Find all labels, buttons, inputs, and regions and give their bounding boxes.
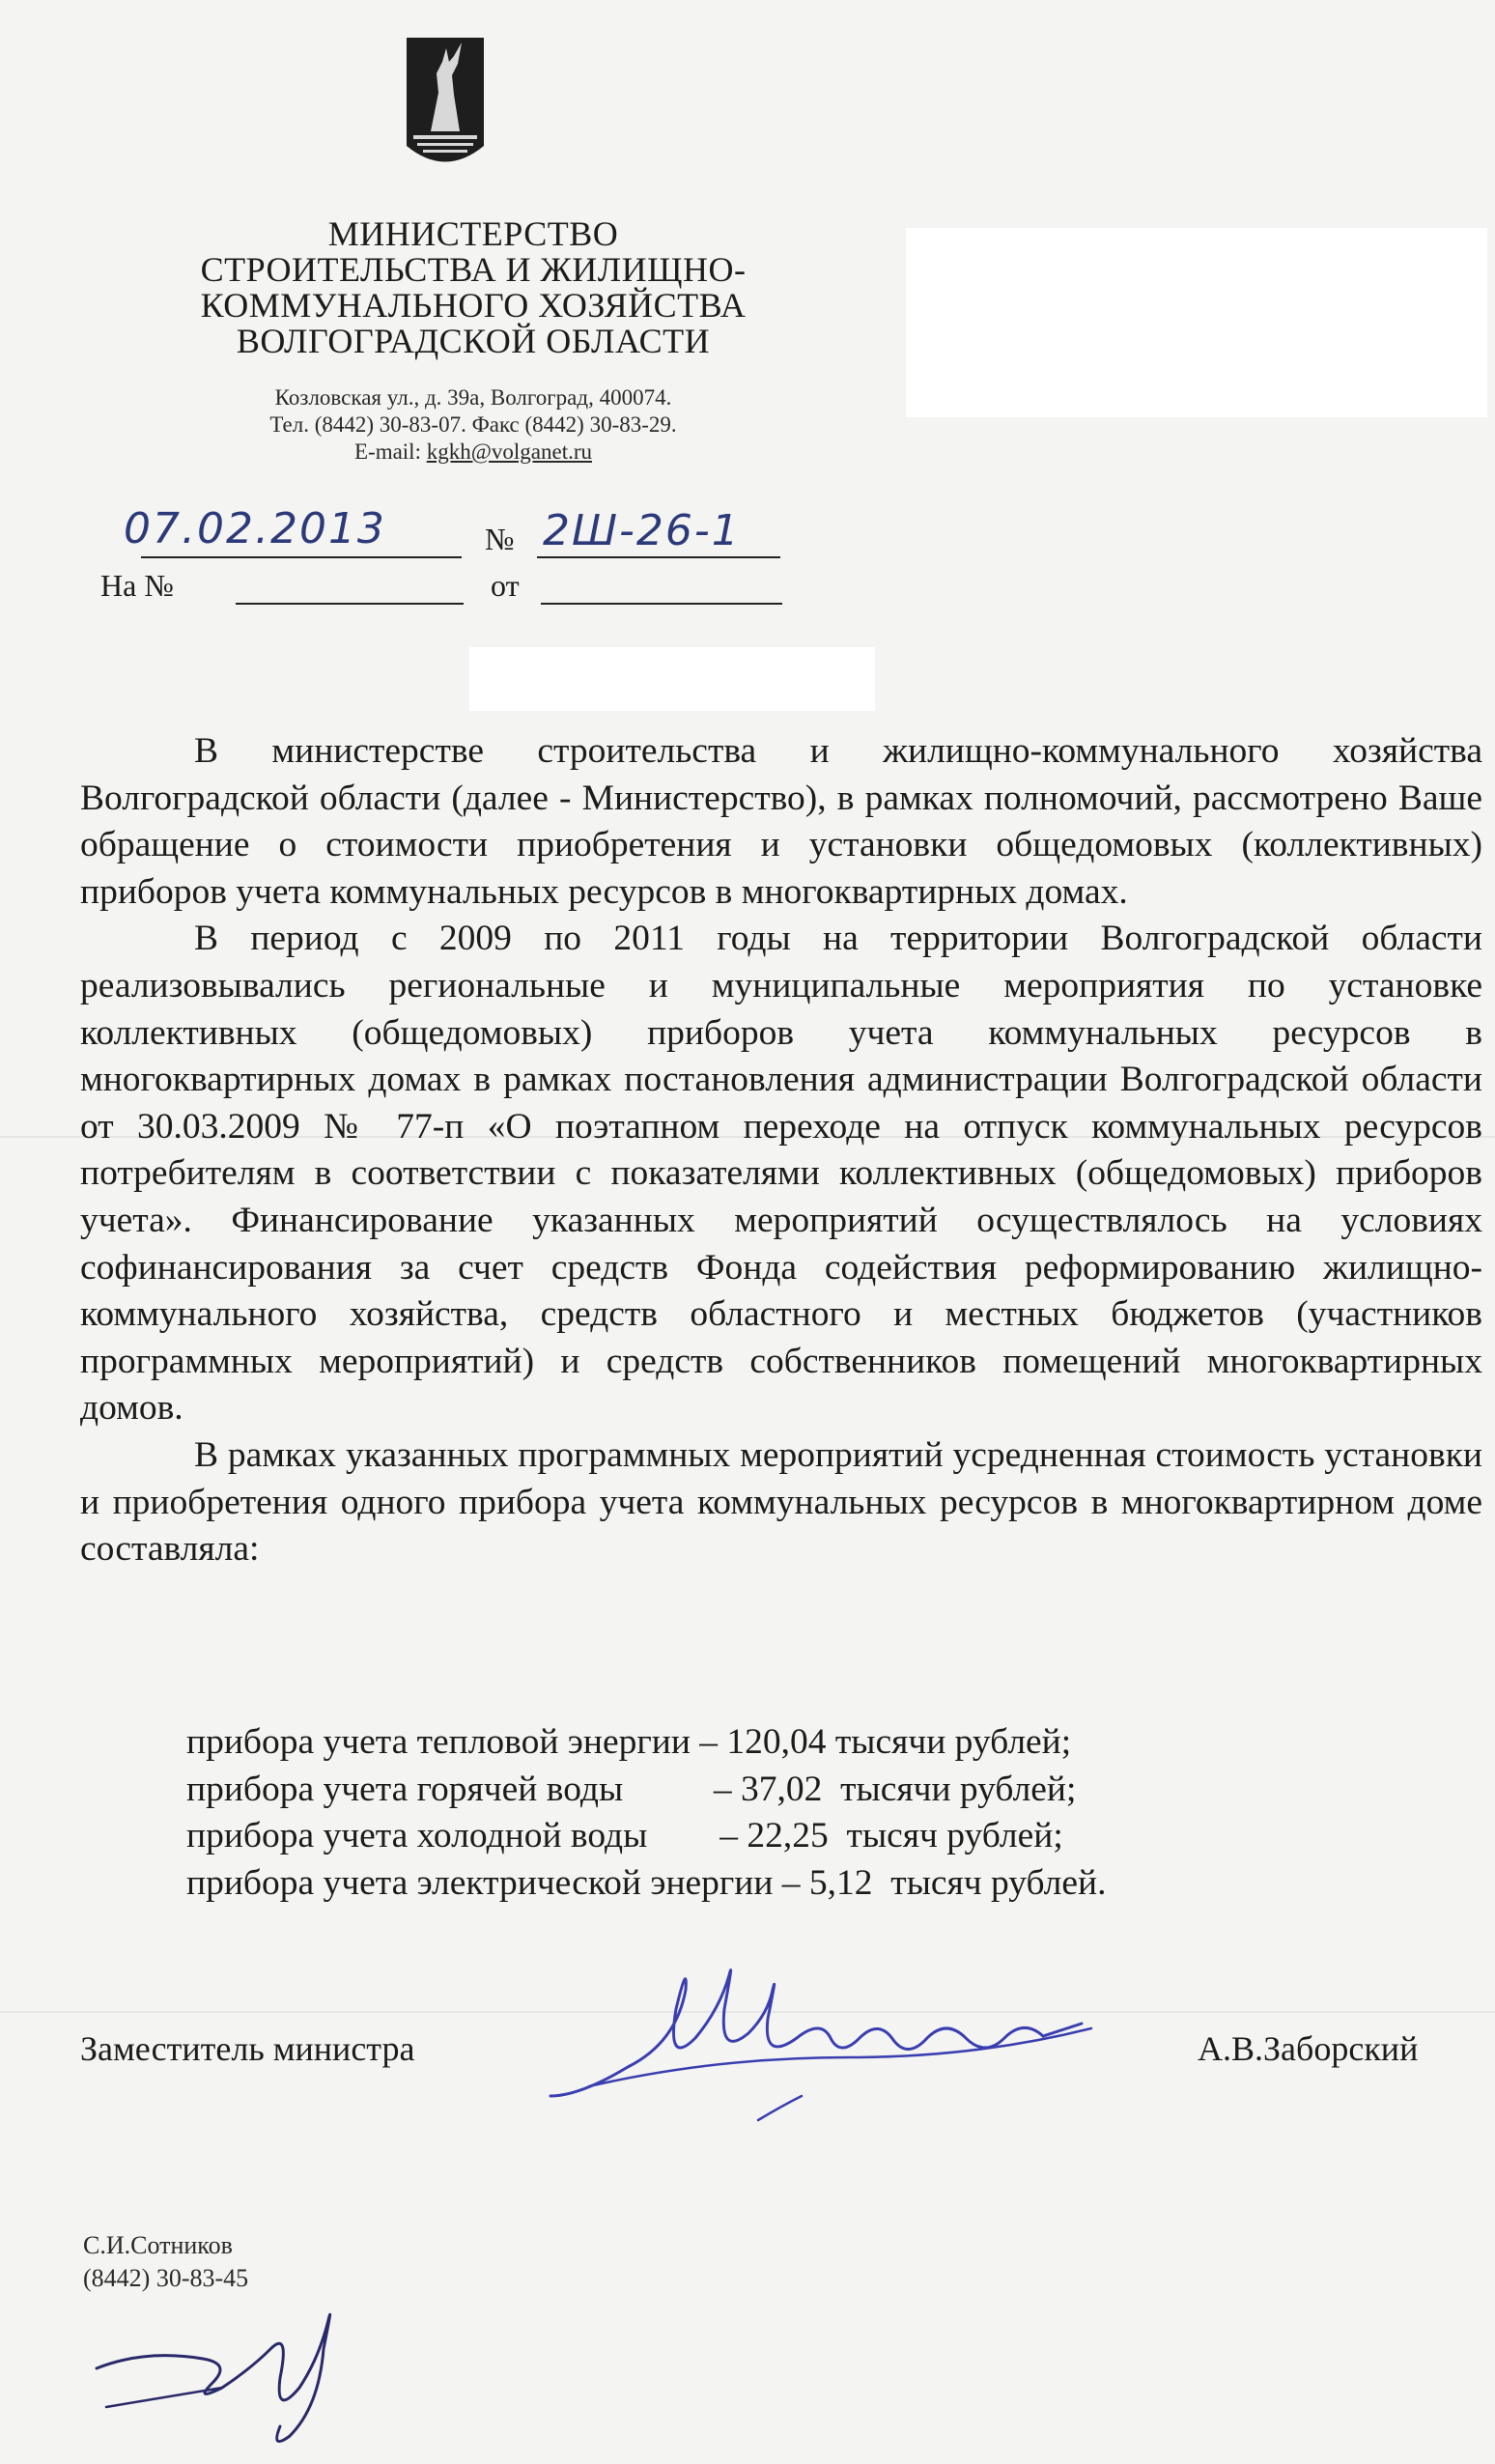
- redacted-recipient: [906, 228, 1487, 417]
- ministry-line: ВОЛГОГРАДСКОЙ ОБЛАСТИ: [236, 322, 711, 360]
- signatory-name: А.В.Заборский: [1198, 2029, 1419, 2068]
- handwritten-date: 07.02.2013: [124, 504, 386, 553]
- cost-item: прибора учета тепловой энергии – 120,04 тысячи рублей;: [186, 1722, 1072, 1762]
- executor-phone: (8442) 30-83-45: [83, 2264, 249, 2292]
- email-link[interactable]: kgkh@volganet.ru: [426, 439, 593, 464]
- phone-line: Тел. (8442) 30-83-07. Факс (8442) 30-83-29.: [269, 412, 677, 437]
- cost-item: прибора учета электрической энергии – 5,12 тысяч рублей.: [186, 1862, 1107, 1903]
- redacted-addressee: [469, 647, 875, 711]
- volgograd-emblem-icon: [404, 35, 487, 180]
- handwritten-signature: [541, 1951, 1120, 2135]
- number-label: №: [485, 522, 515, 556]
- paragraph: В период с 2009 по 2011 годы на территории Волгоградской области реализовывались региональные и муниципальные мероприятия по установке коллективных (общедомовых) приборов учета коммунальных ресурсов в многоквартирных домах в рамках постановления администрации Волгоградской области от 30.03.2009 № 77-п «О поэтапном переходе на отпуск коммунальных ресурсов потребителям в соответствии с показателями коллективных (общедомовых) приборов учета». Финансирование указанных мероприятий осуществлялось на условиях софинансирования за счет средств Фонда содействия реформированию жилищно-коммунального хозяйства, средств областного и местных бюджетов (участников программных мероприятий) и средств собственников помещений многоквартирных домов.: [80, 919, 1482, 1429]
- ref-line: [236, 603, 464, 605]
- ministry-line: КОММУНАЛЬНОГО ХОЗЯЙСТВА: [200, 286, 747, 325]
- executor-block: [83, 2229, 248, 2295]
- handwritten-number: 2Ш-26-1: [543, 506, 741, 555]
- ministry-line: СТРОИТЕЛЬСТВА И ЖИЛИЩНО-: [200, 250, 747, 289]
- paragraph: В рамках указанных программных мероприятий усредненная стоимость установки и приобретения одного прибора учета коммунальных ресурсов в многоквартирном доме составляла:: [80, 1434, 1482, 1570]
- from-label: от: [491, 568, 520, 603]
- cost-item: прибора учета горячей воды – 37,02 тысячи рублей;: [186, 1769, 1077, 1809]
- ministry-line: МИНИСТЕРСТВО: [327, 214, 619, 253]
- ministry-name: [164, 216, 782, 359]
- cost-list: [186, 1719, 1106, 1907]
- ref-label: На №: [100, 568, 174, 603]
- email-line: [164, 439, 782, 466]
- ministry-contacts: [164, 384, 782, 466]
- date-line: [141, 556, 462, 558]
- executor-initials-signature: [87, 2291, 377, 2460]
- cost-item: прибора учета холодной воды – 22,25 тысяч рублей;: [186, 1816, 1063, 1856]
- paragraph: В министерстве строительства и жилищно-коммунального хозяйства Волгоградской области (далее - Министерство), в рамках полномочий, рассмотрено Ваше обращение о стоимости приобретения и установки общедомовых (коллективных) приборов учета коммунальных ресурсов в многоквартирных домах.: [80, 731, 1482, 912]
- signatory-title: Заместитель министра: [80, 2029, 415, 2068]
- number-line: [537, 556, 780, 558]
- from-line: [541, 603, 782, 605]
- letter-body: [80, 728, 1482, 1573]
- executor-name: С.И.Сотников: [83, 2231, 233, 2259]
- address-line: Козловская ул., д. 39а, Волгоград, 400074.: [274, 385, 672, 410]
- email-label: E-mail:: [353, 439, 427, 464]
